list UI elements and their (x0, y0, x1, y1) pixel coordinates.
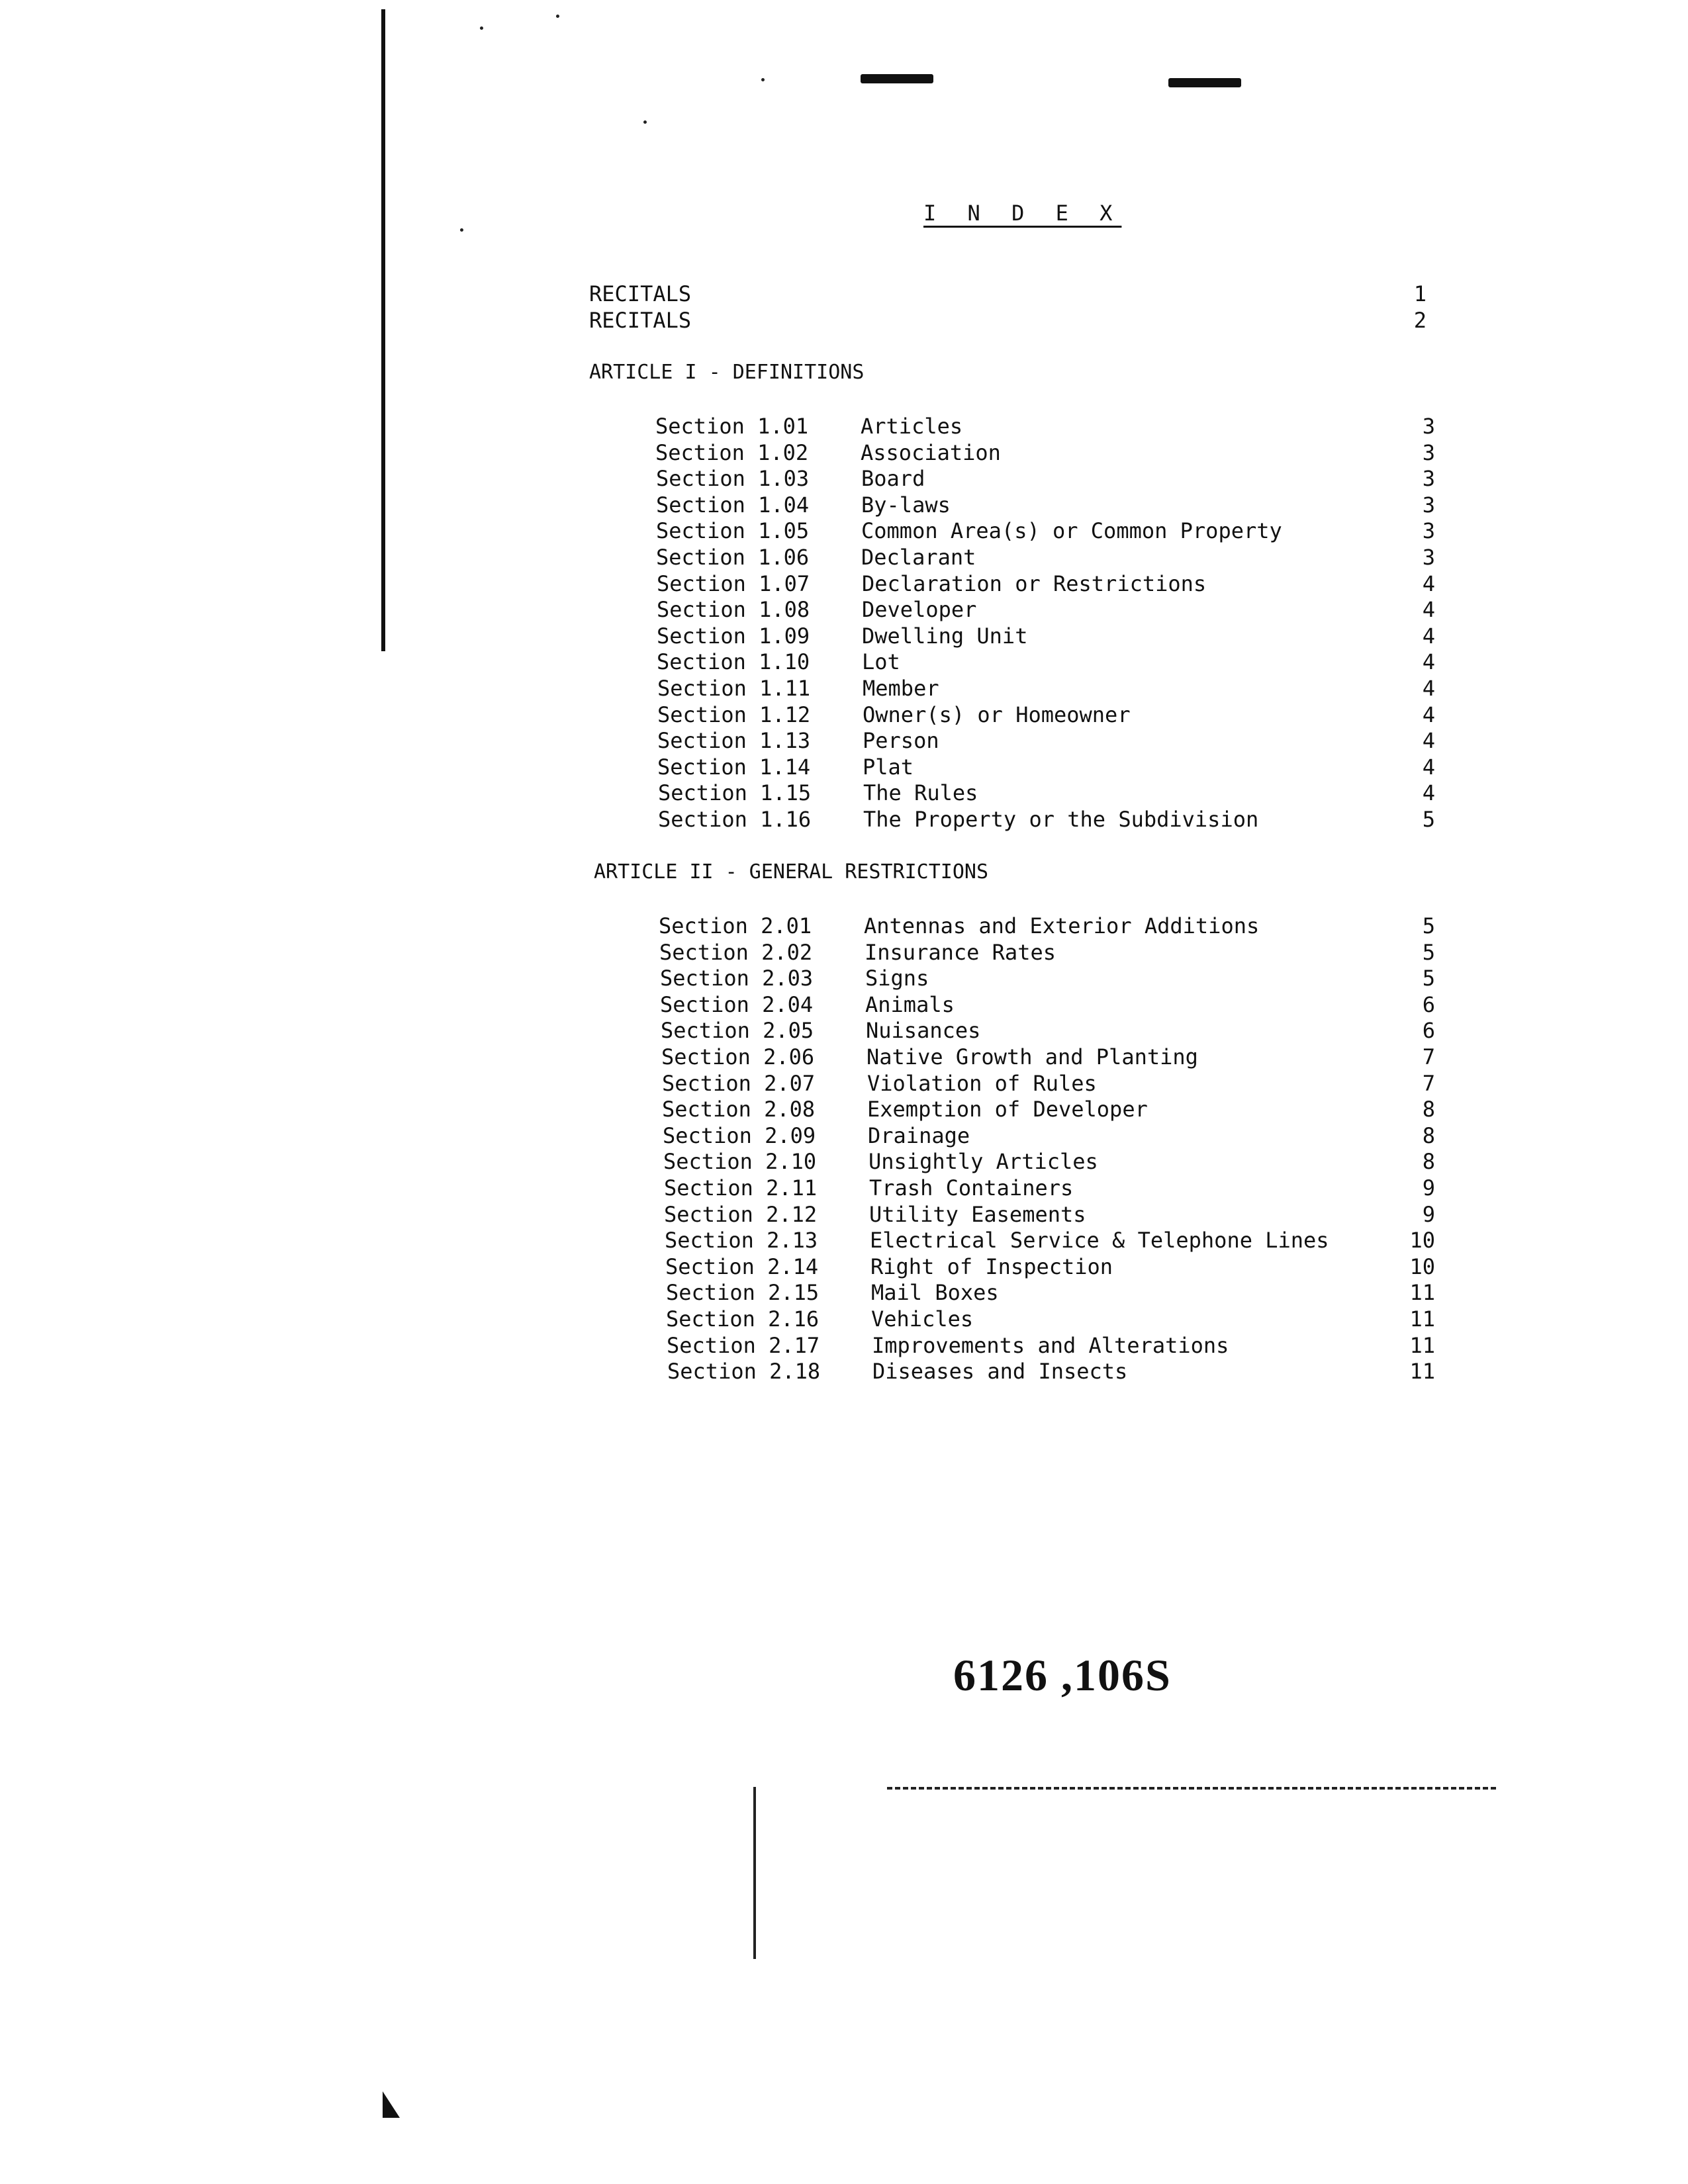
section-number: Section 1.02 (655, 440, 809, 465)
scan-dashed-line (887, 1787, 1496, 1790)
page-number: 9 (1422, 1175, 1435, 1201)
section-title: Association (861, 440, 1001, 465)
section-number: Section 1.09 (657, 623, 810, 649)
page-number: 4 (1422, 728, 1435, 753)
page-number: 9 (1422, 1202, 1435, 1227)
page-number: 7 (1422, 1044, 1435, 1069)
article-heading: ARTICLE II - GENERAL RESTRICTIONS (594, 860, 989, 884)
section-number: Section 2.12 (664, 1202, 818, 1227)
section-title: Articles (861, 414, 963, 439)
page-number: 6 (1422, 992, 1435, 1017)
section-number: Section 2.11 (664, 1175, 818, 1201)
section-title: Unsightly Articles (868, 1149, 1098, 1174)
page-number: 8 (1422, 1097, 1435, 1122)
page-number: 5 (1422, 913, 1435, 938)
scan-speck (643, 120, 647, 124)
section-number: Section 2.09 (663, 1123, 816, 1148)
page-number: 4 (1422, 649, 1435, 674)
section-number: Section 2.08 (662, 1097, 816, 1122)
section-title: Plat (863, 754, 914, 780)
entry-label: RECITALS (589, 281, 692, 306)
section-title: Dwelling Unit (862, 623, 1028, 649)
page-number: 4 (1422, 676, 1435, 701)
section-number: Section 2.01 (659, 913, 812, 938)
section-title: Antennas and Exterior Additions (864, 913, 1260, 938)
section-number: Section 1.03 (656, 466, 810, 491)
section-number: Section 2.16 (666, 1306, 820, 1332)
section-number: Section 1.04 (656, 492, 810, 518)
page-number: 4 (1422, 754, 1435, 780)
section-number: Section 2.10 (663, 1149, 817, 1174)
section-title: Nuisances (866, 1018, 981, 1043)
section-number: Section 1.11 (657, 676, 811, 701)
section-title: The Rules (863, 780, 978, 805)
section-title: Owner(s) or Homeowner (863, 702, 1131, 727)
section-number: Section 1.16 (658, 807, 812, 832)
page-number: 8 (1422, 1123, 1435, 1148)
page-number: 5 (1422, 940, 1435, 965)
page-number: 5 (1422, 966, 1435, 991)
section-title: Electrical Service & Telephone Lines (870, 1228, 1329, 1253)
page-number: 6 (1422, 1018, 1435, 1043)
section-title: Right of Inspection (870, 1254, 1113, 1279)
section-number: Section 2.14 (665, 1254, 819, 1279)
page-number: 7 (1422, 1071, 1435, 1096)
index-title: I N D E X (923, 201, 1122, 226)
section-title: Exemption of Developer (867, 1097, 1148, 1122)
entry-label: RECITALS (589, 308, 692, 333)
section-title: Violation of Rules (867, 1071, 1097, 1096)
section-number: Section 1.14 (657, 754, 811, 780)
section-title: By-laws (861, 492, 951, 518)
page-number: 10 (1409, 1254, 1435, 1279)
article-heading: ARTICLE I - DEFINITIONS (589, 361, 865, 384)
section-number: Section 1.13 (657, 728, 811, 753)
page-number: 4 (1422, 623, 1435, 649)
section-number: Section 1.07 (657, 571, 810, 596)
page-number: 11 (1409, 1306, 1435, 1332)
section-title: Diseases and Insects (872, 1359, 1128, 1384)
section-number: Section 2.02 (659, 940, 813, 965)
section-title: The Property or the Subdivision (863, 807, 1259, 832)
page-number: 4 (1422, 597, 1435, 622)
scan-speck (480, 26, 483, 30)
scan-corner-mark (383, 2091, 400, 2118)
section-title: Board (861, 466, 925, 491)
section-number: Section 1.08 (657, 597, 810, 622)
section-title: Native Growth and Planting (867, 1044, 1198, 1069)
section-title: Mail Boxes (871, 1280, 999, 1305)
section-title: Improvements and Alterations (872, 1333, 1229, 1358)
page-number: 4 (1422, 780, 1435, 805)
section-title: Developer (862, 597, 977, 622)
page-number: 3 (1422, 492, 1435, 518)
page-number: 11 (1409, 1280, 1435, 1305)
scan-blot (1168, 78, 1241, 87)
page-number: 10 (1409, 1228, 1435, 1253)
section-number: Section 2.05 (661, 1018, 814, 1043)
scan-edge-line (381, 9, 385, 651)
section-title: Declarant (861, 545, 976, 570)
section-title: Lot (862, 649, 900, 674)
page-number: 3 (1422, 414, 1435, 439)
page-number: 1 (1413, 281, 1427, 306)
section-title: Member (863, 676, 939, 701)
recording-stamp: 6126 ,106S (953, 1650, 1172, 1700)
section-number: Section 2.17 (667, 1333, 820, 1358)
section-title: Insurance Rates (865, 940, 1056, 965)
section-number: Section 1.10 (657, 649, 810, 674)
scan-edge-line (753, 1787, 756, 1959)
section-number: Section 2.06 (661, 1044, 815, 1069)
scan-speck (761, 78, 765, 81)
page-number: 8 (1422, 1149, 1435, 1174)
section-title: Person (863, 728, 939, 753)
page-number: 3 (1422, 440, 1435, 465)
scan-speck (460, 228, 463, 232)
scan-speck (556, 15, 559, 18)
section-title: Animals (865, 992, 955, 1017)
section-number: Section 2.03 (660, 966, 814, 991)
page-number: 11 (1409, 1359, 1435, 1384)
section-number: Section 1.01 (655, 414, 809, 439)
section-number: Section 1.06 (656, 545, 810, 570)
section-number: Section 2.15 (666, 1280, 820, 1305)
page-number: 3 (1422, 518, 1435, 543)
page-number: 3 (1422, 545, 1435, 570)
section-number: Section 2.18 (667, 1359, 821, 1384)
section-title: Declaration or Restrictions (862, 571, 1207, 596)
page-number: 4 (1422, 571, 1435, 596)
page-number: 3 (1422, 466, 1435, 491)
section-number: Section 2.13 (665, 1228, 818, 1253)
page-number: 2 (1413, 308, 1427, 333)
scan-blot (861, 74, 933, 83)
section-title: Drainage (868, 1123, 970, 1148)
section-number: Section 1.05 (656, 518, 810, 543)
page-number: 5 (1422, 807, 1435, 832)
page-number: 11 (1409, 1333, 1435, 1358)
section-title: Common Area(s) or Common Property (861, 518, 1282, 543)
section-number: Section 2.04 (660, 992, 814, 1017)
page-number: 4 (1422, 702, 1435, 727)
section-title: Vehicles (871, 1306, 974, 1332)
section-title: Signs (865, 966, 929, 991)
section-title: Utility Easements (869, 1202, 1086, 1227)
section-number: Section 1.15 (658, 780, 812, 805)
section-number: Section 1.12 (657, 702, 811, 727)
section-number: Section 2.07 (662, 1071, 816, 1096)
section-title: Trash Containers (869, 1175, 1074, 1201)
